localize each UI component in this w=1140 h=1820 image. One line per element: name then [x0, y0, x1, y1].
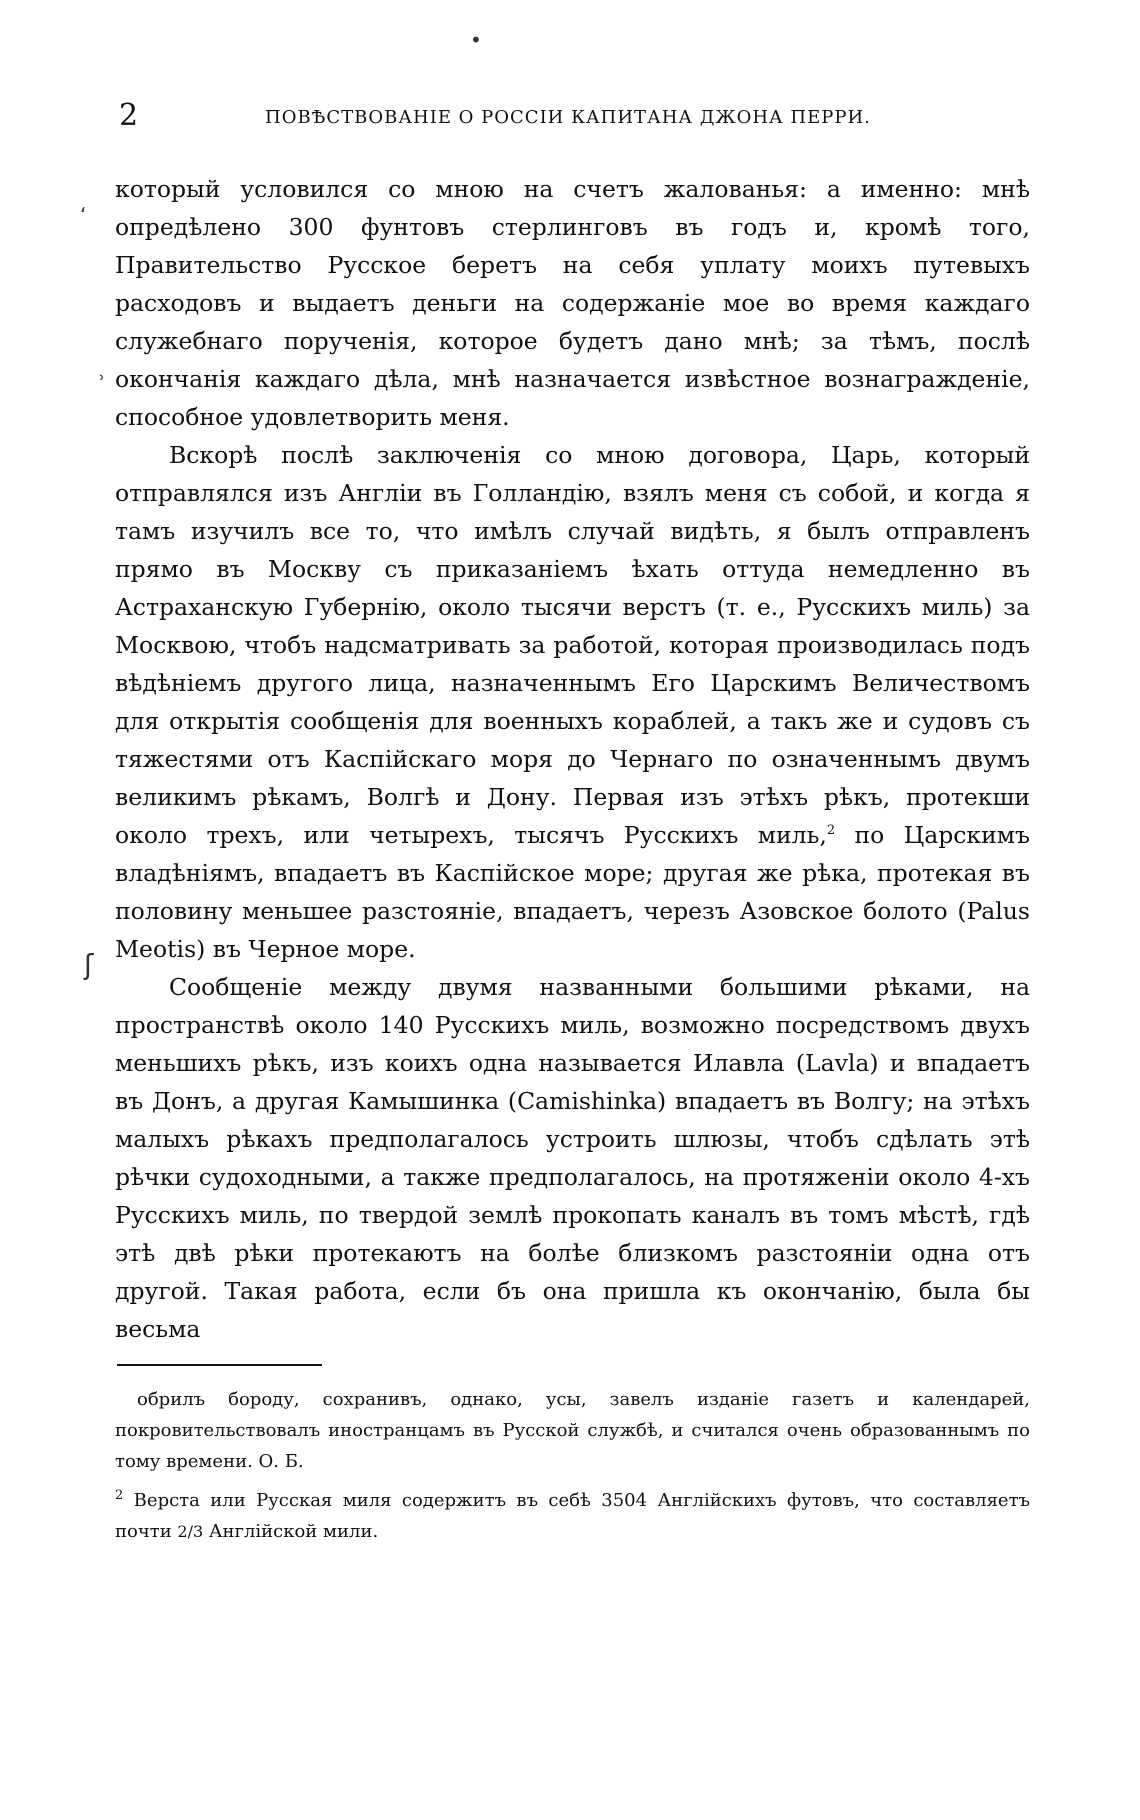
paragraph-2-text-end: по Царскимъ владѣніямъ, впадаетъ въ Каспійское море; другая же рѣка, протекая въ половину меньшее разстояніе, впадаетъ, черезъ Азовское болото (Palus Meotis) въ Черное море. [115, 821, 1030, 963]
margin-ink-mark-1: ʻ [80, 203, 87, 227]
paragraph-3: Сообщеніе между двумя названными большими рѣками, на пространствѣ около 140 Русскихъ миль, возможно посредствомъ двухъ меньшихъ рѣкъ, изъ коихъ одна называется Илавла (Lavla) и впадаетъ въ Донъ, а другая Камышинка (Camishinka) впадаетъ въ Волгу; на этѣхъ малыхъ рѣкахъ предполагалось устроить шлюзы, чтобъ сдѣлать этѣ рѣчки судоходными, а также предполагалось, на протяженіи около 4-хъ Русскихъ миль, по твердой землѣ прокопать каналъ въ томъ мѣстѣ, гдѣ этѣ двѣ рѣки протекаютъ на болѣе близкомъ разстояніи одна отъ другой. Такая работа, если бъ она пришла къ окончанію, была бы весьма [115, 973, 1030, 1343]
footnote-1-continuation: обрилъ бороду, сохранивъ, однако, усы, завелъ изданіе газетъ и календарей, покровительствовалъ иностранцамъ въ Русской службѣ, и считался очень образованнымъ по тому времени. О. Б. [115, 1389, 1030, 1472]
margin-ink-mark-3: ʃ [84, 948, 94, 981]
footnote-separator [117, 1364, 322, 1366]
footnotes [115, 1384, 1030, 1547]
footnote-2-text: Верста или Русская миля содержитъ въ себѣ 3504 Англійскихъ футовъ, что составляетъ почти [115, 1490, 1030, 1542]
paragraph-1: который условился со мною на счетъ жалованья: а именно: мнѣ опредѣлено 300 фунтовъ стерлинговъ въ годъ и, кромѣ того, Правительство Русское беретъ на себя уплату моихъ путевыхъ расходовъ и выдаетъ деньги на содержаніе мое во время каждаго служебнаго порученія, которое будетъ дано мнѣ; за тѣмъ, послѣ окончанія каждаго дѣла, мнѣ назначается извѣстное вознагражденіе, способное удовлетворить меня. [115, 175, 1030, 431]
footnote-2-mark: 2 [115, 1488, 124, 1503]
footnote-2 [115, 1485, 1030, 1547]
top-ink-dot: • [470, 28, 482, 52]
paragraph-2-text: Вскорѣ послѣ заключенія со мною договора, Царь, который отправлялся изъ Англіи въ Голландію, взялъ меня съ собой, и когда я тамъ изучилъ все то, что имѣлъ случай видѣть, я былъ отправленъ прямо въ Москву съ приказаніемъ ѣхать оттуда немедленно въ Астраханскую Губернію, около тысячи верстъ (т. е., Русскихъ миль) за Москвою, чтобъ надсматривать за работой, которая производилась подъ вѣдѣніемъ другого лица, назначеннымъ Его Царскимъ Величествомъ для открытія сообщенія для военныхъ кораблей, а такъ же и судовъ съ тяжестями отъ Каспійскаго моря до Чернаго по означеннымъ двумъ великимъ рѣкамъ, Волгѣ и Дону. Первая изъ этѣхъ рѣкъ, протекши около трехъ, или четырехъ, тысячъ Русскихъ миль, [115, 441, 1030, 849]
page-number: 2 [119, 98, 139, 133]
paragraph-2 [115, 436, 1030, 968]
footnote-2-text-end: Англійской мили. [203, 1521, 379, 1542]
running-title: ПОВѢСТВОВАНІЕ О РОССІИ КАПИТАНА ДЖОНА ПЕРРИ. [265, 107, 871, 128]
margin-ink-mark-2: ˒ [99, 366, 106, 390]
footnote-2-fraction: 2/3 [177, 1522, 204, 1541]
page-header [115, 98, 1045, 138]
footnote-reference-2: 2 [826, 823, 836, 839]
main-text [115, 170, 1030, 1348]
